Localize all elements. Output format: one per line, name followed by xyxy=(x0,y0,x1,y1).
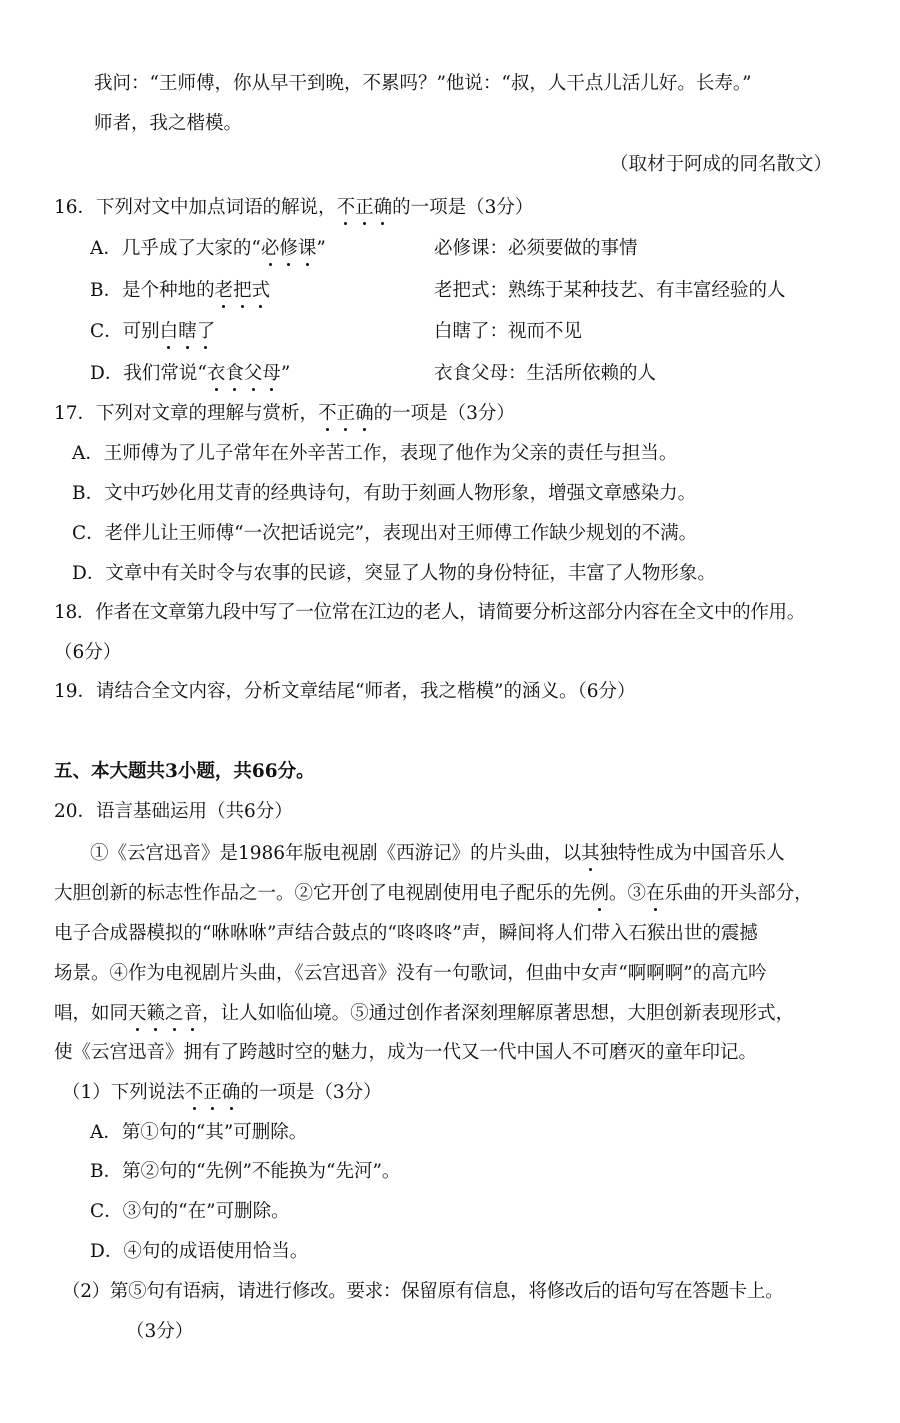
option-text: 文中巧妙化用艾青的经典诗句，有助于刻画人物形象，增强文章感染力。 xyxy=(104,483,697,504)
q16-gloss-b: 老把式：熟练于某种技艺、有丰富经验的人 xyxy=(434,280,786,301)
q17-number: 17． xyxy=(54,403,97,424)
q17-stem-a: 下列对文章的理解与赏析， xyxy=(96,403,319,424)
marked-word: 其 xyxy=(581,843,600,864)
q20-passage-line-5 xyxy=(54,1002,794,1026)
option-key: A． xyxy=(72,443,104,464)
text: 。③ xyxy=(609,883,647,904)
passage-line-1: 我问：“王师傅，你从早干到晚，不累吗？”他说：“叔，人干点儿活儿好。长寿。” xyxy=(94,73,752,94)
option-text: 可别 xyxy=(122,321,160,342)
q20-sub1-option-b: B．第②句的“先例”不能换为“先河”。 xyxy=(90,1161,401,1182)
q17-option-a xyxy=(72,442,677,466)
q20-sub1-option-a: A．第①句的“其”可删除。 xyxy=(90,1122,308,1143)
marked-word: 衣食父母 xyxy=(206,363,281,384)
q16-gloss-c: 白瞎了：视而不见 xyxy=(434,321,583,342)
q20-passage-line-3: 电子合成器模拟的“咻咻咻”声结合鼓点的“咚咚咚”声，瞬间将人们带入石猴出世的震撼 xyxy=(54,923,758,944)
marked-word: 必修课 xyxy=(260,238,317,259)
q18-line-2: （6分） xyxy=(54,642,122,663)
option-key: B． xyxy=(90,280,123,301)
q16-number: 16． xyxy=(54,197,97,218)
option-text: 几乎成了大家的“ xyxy=(121,238,261,259)
q16-option-a xyxy=(90,237,326,261)
q20-passage-line-1 xyxy=(90,842,785,866)
q16-stem-b: 的一项是（3分） xyxy=(392,197,534,218)
q20-sub1-stem xyxy=(62,1081,382,1105)
q20-sub1-option-c: C．③句的“在”可删除。 xyxy=(90,1201,290,1222)
passage-source: （取材于阿成的同名散文） xyxy=(610,154,833,175)
marked-word: 例 xyxy=(590,883,610,904)
text: 乐曲的开头部分， xyxy=(664,883,813,904)
q17-stem xyxy=(54,402,515,426)
section-5-title: 五、本大题共3小题，共66分。 xyxy=(54,761,315,782)
option-key: D． xyxy=(90,363,124,384)
option-text: ” xyxy=(280,363,291,384)
option-key: A． xyxy=(90,238,122,259)
q20-title: 20．语言基础运用（共6分） xyxy=(54,801,293,822)
option-text: 王师傅为了儿子常年在外辛苦工作，表现了他作为父亲的责任与担当。 xyxy=(103,443,678,464)
q16-gloss-a: 必修课：必须要做的事情 xyxy=(434,238,638,259)
q16-stem-mark: 不正确 xyxy=(336,197,393,218)
option-text: 我们常说“ xyxy=(123,363,207,384)
option-text: 文章中有关时令与农事的民谚，突显了人物的身份特征，丰富了人物形象。 xyxy=(105,563,716,584)
q17-stem-mark: 不正确 xyxy=(318,403,374,424)
text: （1）下列说法 xyxy=(62,1082,185,1103)
text: 的一项是（3分） xyxy=(240,1082,382,1103)
passage-line-2: 师者，我之楷模。 xyxy=(94,113,243,134)
marked-word: 老把式 xyxy=(214,280,271,301)
option-key: C． xyxy=(90,321,123,342)
q16-gloss-d: 衣食父母：生活所依赖的人 xyxy=(434,363,657,384)
q16-option-b xyxy=(90,279,270,303)
text: 大胆创新的标志性作品之一。②它开创了电视剧使用电子配乐的先 xyxy=(54,883,591,904)
q17-option-d xyxy=(72,562,716,586)
text: ，让人如临仙境。⑤通过创作者深刻理解原著思想，大胆创新表现形式， xyxy=(202,1003,795,1024)
q20-passage-line-4: 场景。④作为电视剧片头曲，《云宫迅音》没有一句歌词，但曲中女声“啊啊啊”的高亢吟 xyxy=(54,963,767,984)
q17-option-c xyxy=(72,522,697,546)
q20-sub2-line-2: （3分） xyxy=(126,1321,194,1342)
option-text: 是个种地的 xyxy=(122,280,215,301)
marked-word: 天籁之音 xyxy=(128,1003,203,1024)
q17-option-b xyxy=(72,482,696,506)
text: 独特性成为中国音乐人 xyxy=(599,843,785,864)
option-text: ” xyxy=(316,238,326,259)
option-key: B． xyxy=(72,483,105,504)
text: 唱，如同 xyxy=(54,1003,129,1024)
option-key: C． xyxy=(72,523,105,544)
text: ①《云宫迅音》是1986年版电视剧《西游记》的片头曲，以 xyxy=(90,843,582,864)
q16-stem-a: 下列对文中加点词语的解说， xyxy=(96,197,337,218)
marked-word: 不正确 xyxy=(184,1082,241,1103)
option-text: 老伴儿让王师傅“一次把话说完”，表现出对王师傅工作缺少规划的不满。 xyxy=(104,523,698,544)
q17-stem-b: 的一项是（3分） xyxy=(373,403,515,424)
marked-word: 白瞎了 xyxy=(159,321,216,342)
q16-option-c xyxy=(90,320,215,344)
q20-passage-line-6: 使《云宫迅音》拥有了跨越时空的魅力，成为一代又一代中国人不可磨灭的童年印记。 xyxy=(54,1042,758,1063)
q19-text: 19．请结合全文内容，分析文章结尾“师者，我之楷模”的涵义。（6分） xyxy=(54,681,636,702)
q18-line-1: 18．作者在文章第九段中写了一位常在江边的老人，请简要分析这部分内容在全文中的作用。 xyxy=(54,602,805,623)
q20-passage-line-2 xyxy=(54,882,813,906)
option-key: D． xyxy=(72,563,106,584)
q16-option-d xyxy=(90,362,290,386)
q20-sub1-option-d: D．④句的成语使用恰当。 xyxy=(90,1241,309,1262)
q16-stem xyxy=(54,196,533,220)
marked-word: 在 xyxy=(646,883,665,904)
q20-sub2-line-1: （2）第⑤句有语病，请进行修改。要求：保留原有信息，将修改后的语句写在答题卡上。 xyxy=(62,1281,784,1302)
